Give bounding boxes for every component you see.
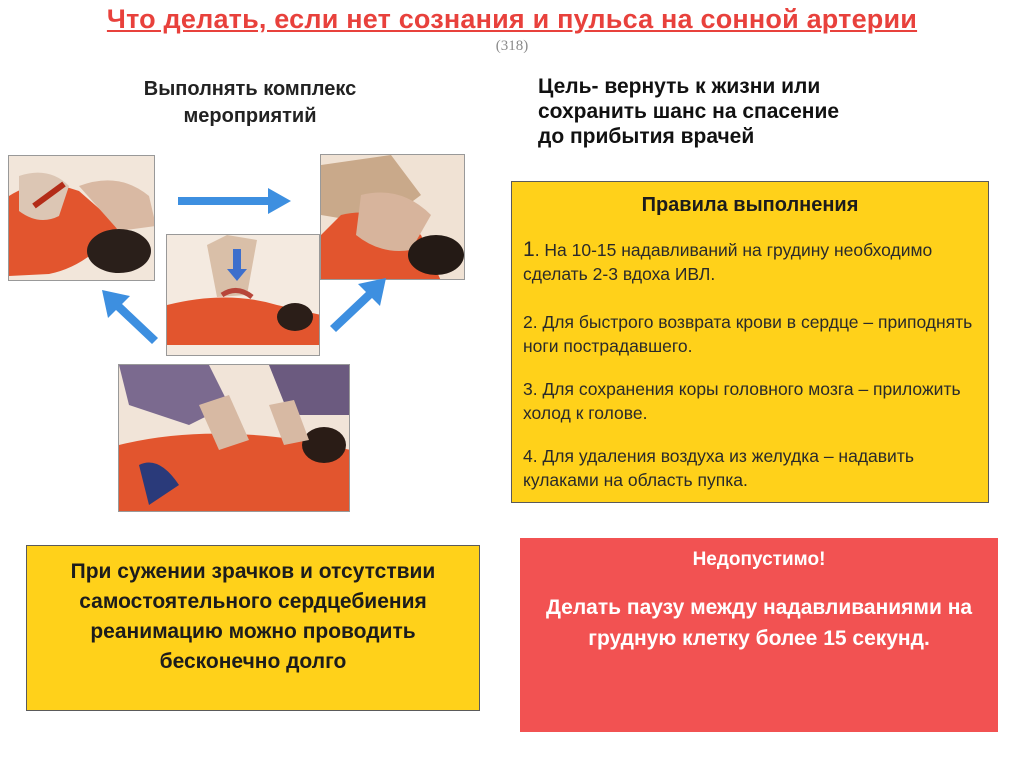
rule-item-3: 3. Для сохранения коры головного мозга – приложить холод к голове. <box>523 379 961 423</box>
goal-heading <box>538 74 978 149</box>
chest-compression-photo <box>166 234 320 356</box>
cpr-illustration <box>0 150 480 528</box>
rule-1-text: . На 10-15 надавливаний на грудину необходимо сделать 2-3 вдоха ИВЛ. <box>523 240 933 284</box>
note-text: При сужении зрачков и отсутствии самостоятельного сердцебиения реанимацию можно проводить бесконечно долго <box>70 560 436 673</box>
warning-text: Делать паузу между надавливаниями на грудную клетку более 15 секунд. <box>545 596 973 650</box>
warning-panel <box>520 538 998 732</box>
rule-item-4: 4. Для удаления воздуха из желудка – надавить кулаками на область пупка. <box>523 446 914 490</box>
left-heading: Выполнять комплекс мероприятий <box>143 78 357 127</box>
rules-panel <box>511 181 989 503</box>
head-tilt-photo <box>8 155 155 281</box>
two-rescuer-photo <box>118 364 350 512</box>
page-reference: (318) <box>495 38 529 54</box>
rule-item-2: 2. Для быстрого возврата крови в сердце – приподнять ноги пострадавшего. <box>523 312 973 356</box>
rule-item-1 <box>523 238 978 286</box>
rule-1-number: 1 <box>523 238 535 261</box>
goal-line-2: сохранить шанс на спасение <box>538 100 840 123</box>
cycle-arrow-right-icon <box>178 188 293 214</box>
goal-line-3: до прибытия врачей <box>538 125 755 148</box>
page-title: Что делать, если нет сознания и пульса на сонной артерии <box>106 4 918 34</box>
cycle-arrow-up-right-icon <box>330 278 388 334</box>
rules-title: Правила выполнения <box>641 194 859 216</box>
cycle-arrow-up-left-icon <box>100 290 158 346</box>
mouth-to-mouth-photo <box>320 154 465 280</box>
note-panel <box>26 545 480 711</box>
goal-line-1: Цель- вернуть к жизни или <box>538 75 821 98</box>
warning-title: Недопустимо! <box>692 549 826 570</box>
